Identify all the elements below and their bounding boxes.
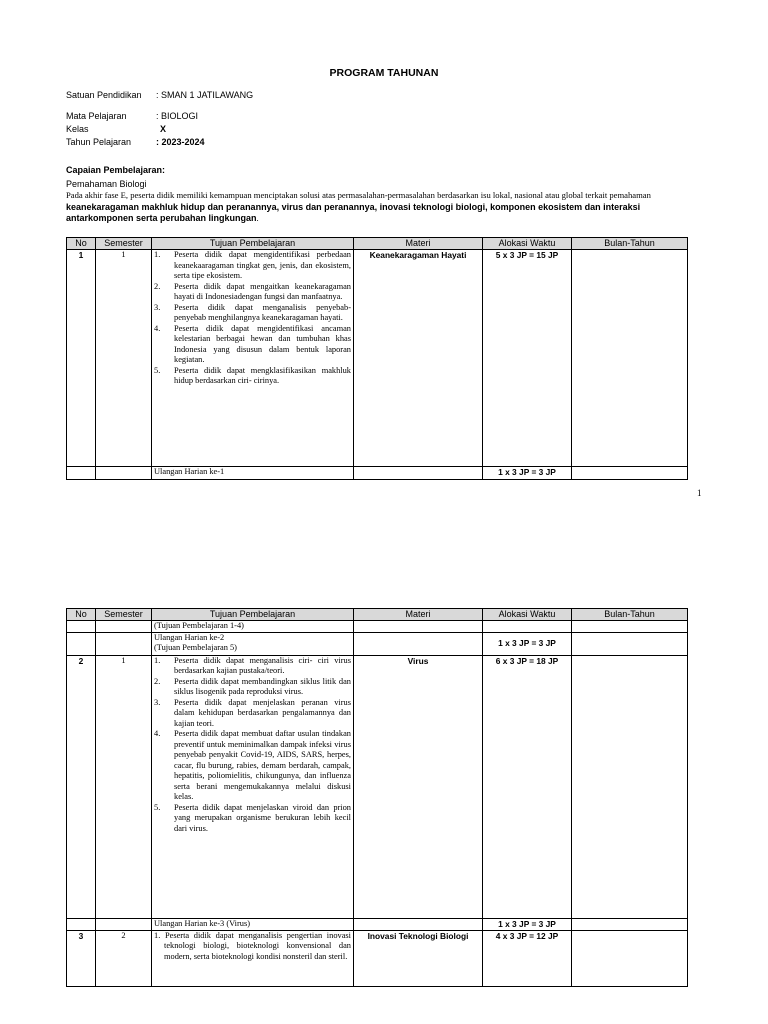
cell-ulangan: Ulangan Harian ke-2 (Tujuan Pembelajaran 5) — [152, 632, 354, 655]
meta-value: X — [160, 124, 167, 134]
cell-bulan — [572, 655, 688, 918]
header-semester: Semester — [96, 238, 152, 250]
cell-tujuan-ref: (Tujuan Pembelajaran 1-4) — [152, 621, 354, 633]
goal-item: 4. Peserta didik dapat membuat daftar usulan tindakan preventif untuk meminimalkan dampak infeksi virus penyebab penyakit Covid-19, AIDS, SARS, herpes, cacar, flu burung, rabies, demam berdarah, campak, hepatitis, poliomielitis, chikungunya, dan influenza serta berani mengemukakannya melalui diskusi kelas. — [154, 729, 351, 801]
capaian-heading: Capaian Pembelajaran: — [66, 165, 166, 175]
header-materi: Materi — [354, 609, 483, 621]
cell-materi: Virus — [354, 655, 483, 918]
cell-tujuan — [152, 250, 354, 467]
capaian-text-plain: Pada akhir fase E, peserta didik memiliki kemampuan menciptakan solusi atas permasalahan-permasalahan berdasarkan isu lokal, nasional atau global terkait pemahaman — [66, 190, 651, 200]
header-tujuan: Tujuan Pembelajaran — [152, 238, 354, 250]
cell-semester: 1 — [96, 655, 152, 918]
header-semester: Semester — [96, 609, 152, 621]
cell-alokasi: 4 x 3 JP = 12 JP — [483, 930, 572, 986]
cell-tujuan — [152, 655, 354, 918]
cell-semester: 2 — [96, 930, 152, 986]
table-row — [67, 250, 688, 467]
cell-semester: 1 — [96, 250, 152, 467]
table-row — [67, 467, 688, 480]
table-row — [67, 621, 688, 633]
capaian-section — [66, 165, 688, 225]
cell-no: 2 — [67, 655, 96, 918]
table-row — [67, 632, 688, 655]
cell-alokasi: 6 x 3 JP = 18 JP — [483, 655, 572, 918]
header-no: No — [67, 609, 96, 621]
goal-list — [154, 656, 351, 835]
header-materi: Materi — [354, 238, 483, 250]
goal-item: 3. Peserta didik dapat menganalisis penyebab-penyebab menghilangnya keanekaragaman hayati. — [154, 302, 351, 322]
meta-satuan — [66, 90, 366, 102]
table-row — [67, 918, 688, 930]
meta-label: Mata Pelajaran — [66, 111, 127, 121]
meta-label: Kelas — [66, 124, 89, 134]
table-header-row — [67, 609, 688, 621]
cell-no: 1 — [67, 250, 96, 467]
goal-item: 2. Peserta didik dapat mengaitkan keanekaragaman hayati di Indonesiadengan fungsi dan manfaatnya. — [154, 281, 351, 301]
goal-item: 1. Peserta didik dapat menganalisis ciri- ciri virus berdasarkan kajian pustaka/teori. — [154, 655, 351, 675]
page-number: 1 — [697, 488, 702, 498]
cell-alokasi: 1 x 3 JP = 3 JP — [483, 918, 572, 930]
goal-list — [154, 250, 351, 387]
cell-alokasi: 5 x 3 JP = 15 JP — [483, 250, 572, 467]
cell-materi: Inovasi Teknologi Biologi — [354, 930, 483, 986]
capaian-text-bold: keanekaragaman makhluk hidup dan peranannya, virus dan peranannya, inovasi teknologi biologi, komponen ekosistem dan interaksi antarkomponen serta perubahan lingkungan — [66, 201, 641, 223]
goal-item: 2. Peserta didik dapat membandingkan siklus litik dan siklus lisogenik pada reproduksi virus. — [154, 676, 351, 696]
goal-item: 1. Peserta didik dapat menganalisis pengertian inovasi teknologi biologi, bioteknologi konvensional dan modern, serta bioteknologi kondisi nonsteril dan steril. — [154, 930, 351, 961]
meta-label: Satuan Pendidikan — [66, 90, 142, 100]
cell-alokasi: 1 x 3 JP = 3 JP — [483, 467, 572, 480]
meta-value: : 2023-2024 — [156, 137, 205, 147]
capaian-text — [66, 190, 688, 225]
capaian-subheading: Pemahaman Biologi — [66, 179, 147, 189]
goal-item: 4. Peserta didik dapat mengidentifikasi ancaman kelestarian berbagai hewan dan tumbuhan khas Indonesia yang disusun dalam bentuk laporan kegiatan. — [154, 323, 351, 364]
cell-bulan — [572, 250, 688, 467]
cell-bulan — [572, 930, 688, 986]
header-bulan: Bulan-Tahun — [572, 238, 688, 250]
meta-value: : BIOLOGI — [156, 111, 199, 121]
header-alokasi: Alokasi Waktu — [483, 238, 572, 250]
cell-materi: Keanekaragaman Hayati — [354, 250, 483, 467]
header-tujuan: Tujuan Pembelajaran — [152, 609, 354, 621]
header-bulan: Bulan-Tahun — [572, 609, 688, 621]
page-title: PROGRAM TAHUNAN — [329, 67, 439, 79]
header-alokasi: Alokasi Waktu — [483, 609, 572, 621]
goal-item: 3. Peserta didik dapat menjelaskan peranan virus dalam kehidupan berdasarkan pengalamannya dan kajian teori. — [154, 697, 351, 728]
table-header-row — [67, 238, 688, 250]
cell-ulangan: Ulangan Harian ke-1 — [152, 467, 354, 480]
meta-value: : SMAN 1 JATILAWANG — [156, 90, 254, 100]
goal-item: 5. Peserta didik dapat mengklasifikasikan makhluk hidup berdasarkan ciri- cirinya. — [154, 365, 351, 385]
program-table-page2 — [66, 608, 688, 987]
cell-no: 3 — [67, 930, 96, 986]
table-row — [67, 655, 688, 918]
meta-mapel — [66, 111, 366, 123]
meta-label: Tahun Pelajaran — [66, 137, 132, 147]
goal-item: 5. Peserta didik dapat menjelaskan viroid dan prion yang merupakan organisme berukuran lebih kecil dari virus. — [154, 802, 351, 833]
table-row — [67, 930, 688, 986]
cell-tujuan — [152, 930, 354, 986]
program-table-page1 — [66, 237, 688, 480]
header-no: No — [67, 238, 96, 250]
capaian-text-end: . — [256, 213, 259, 223]
meta-kelas — [66, 124, 366, 136]
meta-tahun — [66, 137, 366, 149]
goal-item: 1. Peserta didik dapat mengidentifikasi perbedaan keanekaaragaman tingkat gen, jenis, dan ekosistem, serta tipe ekosistem. — [154, 250, 351, 280]
cell-alokasi: 1 x 3 JP = 3 JP — [483, 632, 572, 655]
cell-ulangan: Ulangan Harian ke-3 (Virus) — [152, 918, 354, 930]
